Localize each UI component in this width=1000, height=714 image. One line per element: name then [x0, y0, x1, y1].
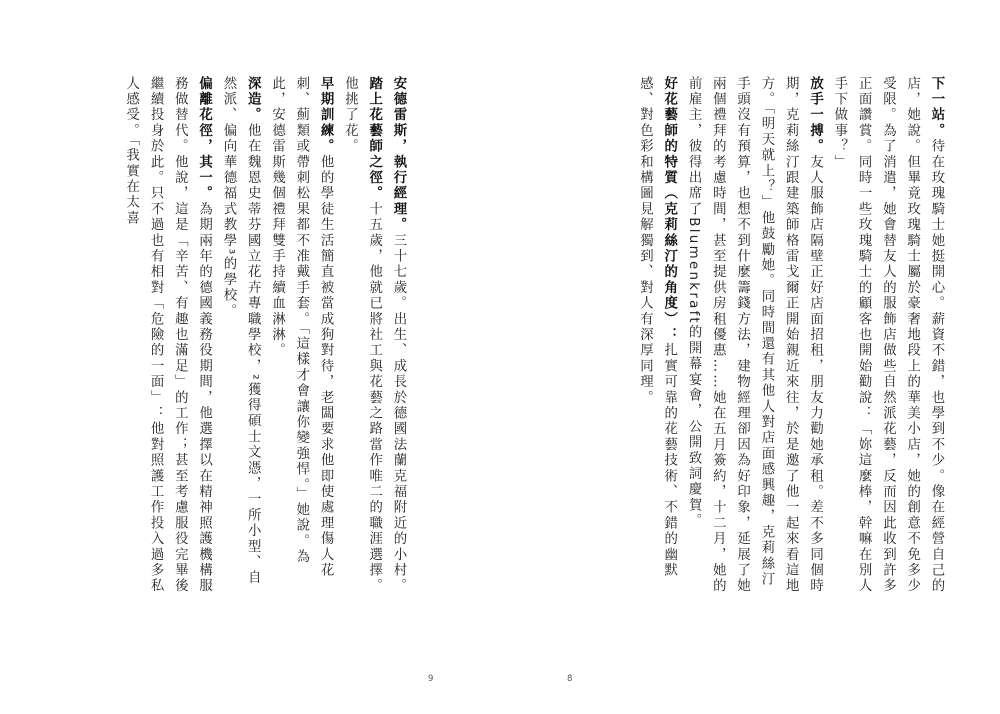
left-page-text-column: [90, 76, 410, 596]
paragraph-lead: 深造。: [245, 76, 261, 124]
paragraph-lead: 偏離花徑，其一。: [196, 76, 212, 202]
paragraph-further-study: [216, 76, 265, 596]
paragraph-good-florist: [632, 76, 681, 596]
paragraph-lead: 好花藝師的特質（克莉絲汀的角度）：: [661, 76, 677, 343]
paragraph-text: 他在魏恩史蒂芬國立花卉專職學校，²獲得碩士文憑，一所小型、自然派、偏向華德福式教學³的學校。: [220, 76, 261, 587]
paragraph-text: 扎實可靠的花藝技術、不錯的幽默感、對色彩和構圖見解獨到、對人有深厚同理。: [637, 76, 677, 579]
paragraph-andreas-intro: [386, 76, 410, 596]
right-page-text-column: [638, 76, 948, 596]
paragraph-text: 三十七歲。出生、成長於德國法蘭克福附近的小村。: [391, 233, 406, 595]
paragraph-early-training: [264, 76, 337, 596]
paragraph-text: 待在玫瑰騎士她挺開心。薪資不錯，也學到不少。像在經營自己的店，她說。但畢竟玫瑰騎士屬於豪奢地段上的華美小店，她的創意不免多少受限。為了消遣，她會替友人的服飾店做些自然派花藝，反而因此收到許多正面讚賞。同時一些玫瑰騎士的顧客也開始勸說：「妳這麼棒，幹嘛在別人手下做事？」: [831, 76, 944, 595]
paragraph-detour-one: [118, 76, 215, 596]
paragraph-lead: 早期訓練。: [318, 76, 334, 155]
paragraph-lead: 踏上花藝師之徑。: [366, 76, 382, 202]
paragraph-text: 他的學徒生活簡直被當成狗對待，老闆要求他即使處理傷人花刺、薊類或帶刺松果都不准戴手套。「這樣才會讓你變強悍。」她說。為此，安德雷斯幾個禮拜雙手持續血淋淋。: [269, 76, 334, 579]
page-number: 8: [567, 674, 573, 684]
paragraph-lead: 下一站。: [929, 76, 944, 139]
paragraph-text: 為期兩年的德國義務役期間，他選擇以在精神照護機構服務做替代。他說，這是「辛苦、有趣也滿足」的工作；甚至考慮服役完畢後繼續投身於此。只不過也有相對「危險的一面」：他對照護工作投入過多私人感受。「我實在太喜: [123, 76, 212, 595]
right-page: [500, 0, 1000, 714]
paragraph-lead: 放手一搏。: [807, 76, 823, 155]
paragraph-next-stop: [827, 76, 948, 596]
paragraph-text: 友人服飾店隔壁正好店面招租，朋友力勸她承租。差不多同個時期，克莉絲汀跟建築師格雷戈爾正開始親近來往，於是邀了他一起來看這地方。「明天就上？」他鼓勵她。同時間還有其他人對店面感興趣，克莉絲汀手頭沒有預算，也想不到什麼籌錢方法，建物經理卻因為好印象，延展了她兩個禮拜的考慮時間，甚至提供房租優惠……她在五月簽約，十二月，她的前雇主，彼得出席了Blumenkraft的開幕宴會，公開致詞慶賀。: [686, 76, 823, 595]
paragraph-text: 十五歲，他就已將社工與花藝之路當作唯二的職涯選擇。他挑了花。: [342, 76, 382, 595]
paragraph-lead: 安德雷斯，執行經理。: [391, 76, 406, 233]
paragraph-take-the-leap: [681, 76, 827, 596]
paragraph-path: [337, 76, 386, 596]
page-number: 9: [428, 674, 434, 684]
